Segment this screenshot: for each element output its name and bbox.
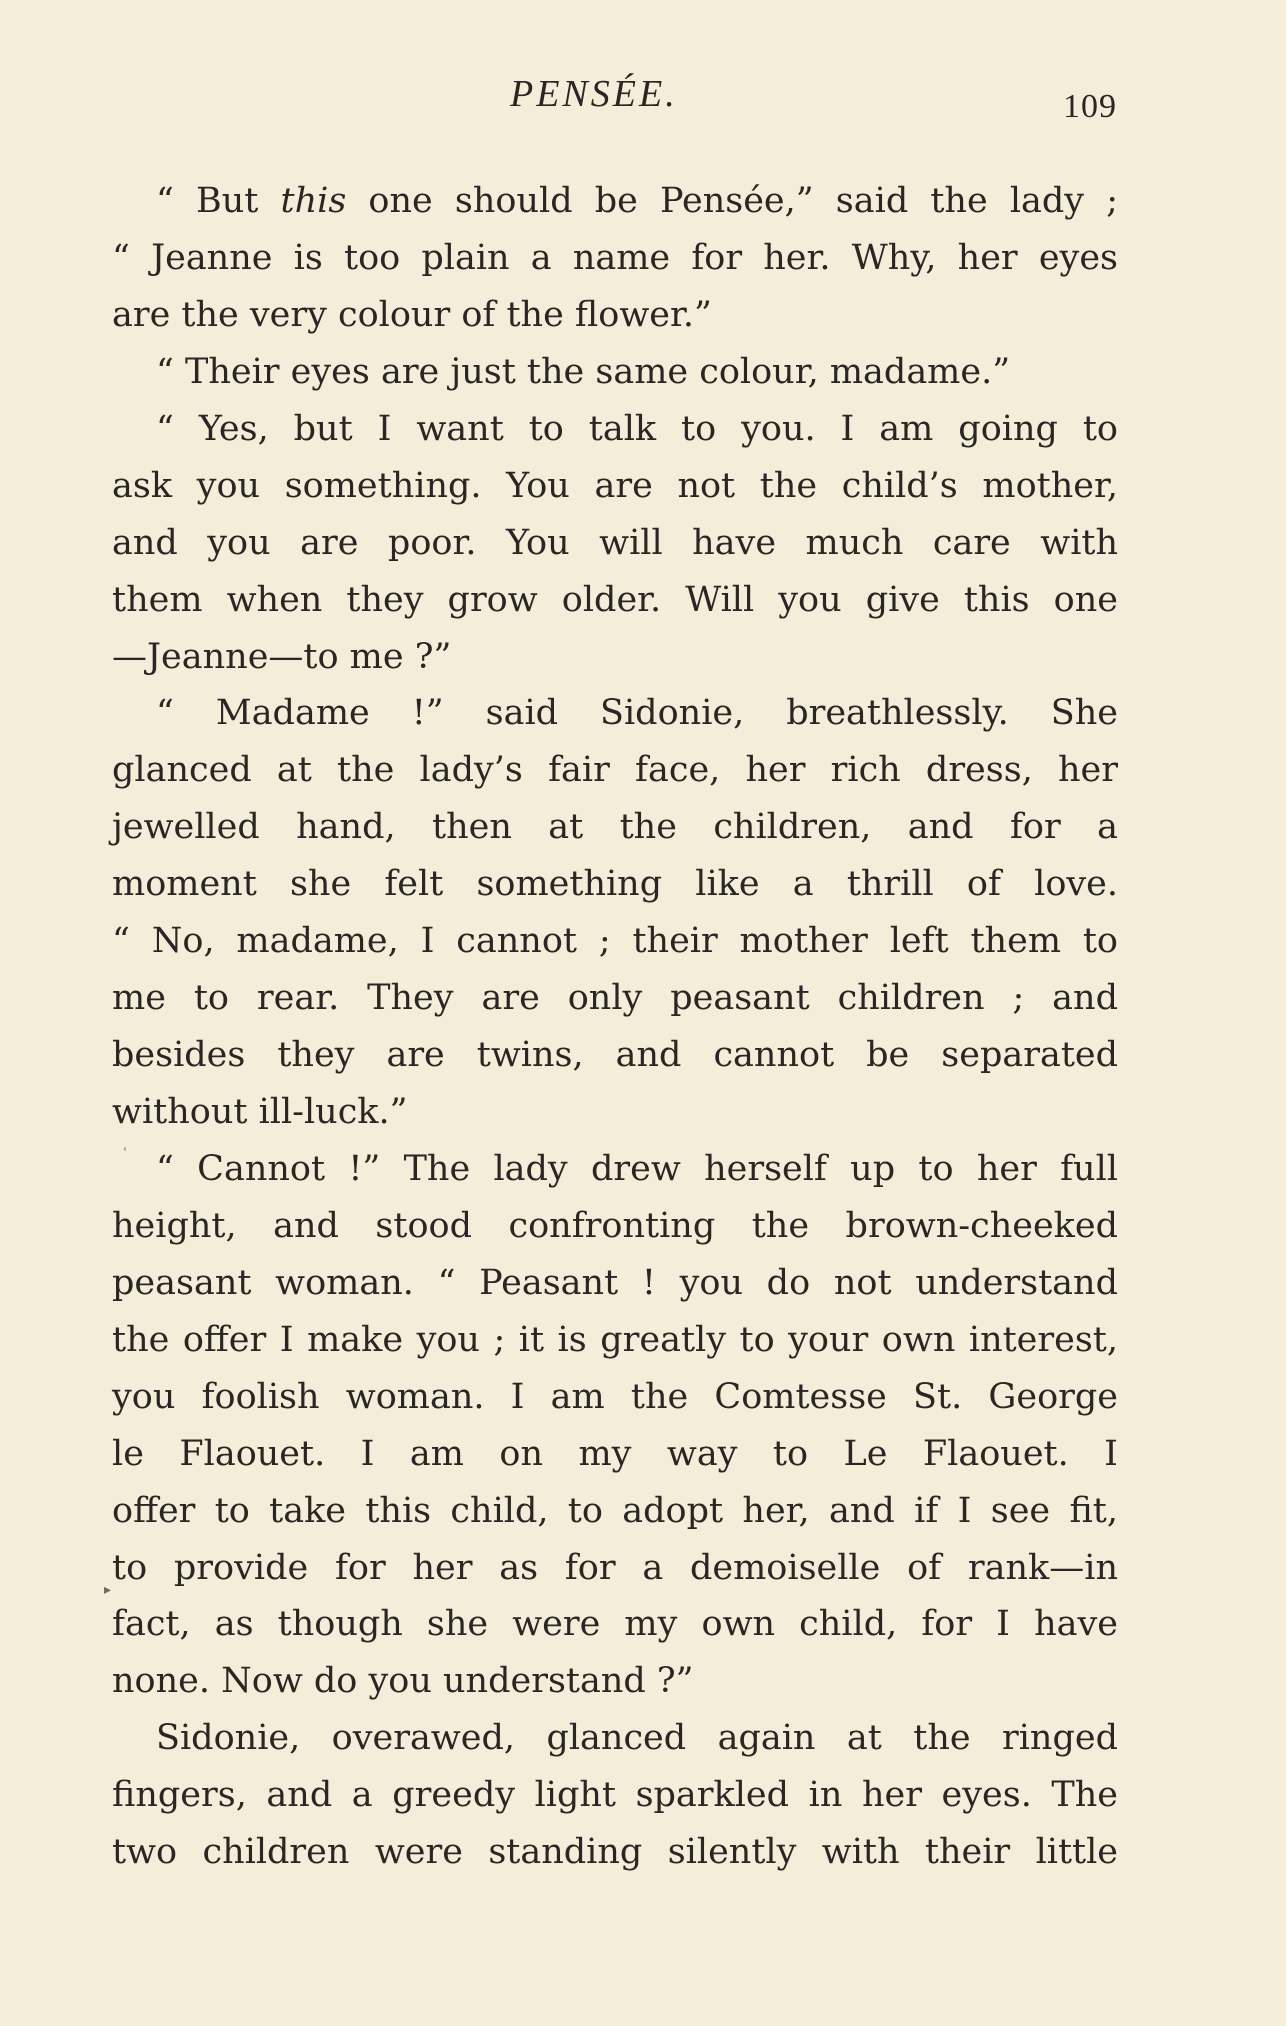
text-line-11: glanced at the lady’s fair face, her rich dress, her: [112, 750, 1118, 791]
text-line-8: them when they grow older. Will you give this one: [112, 579, 1118, 620]
running-title: PENSÉE.: [510, 73, 678, 115]
text-line-27: none. Now do you understand ?”: [112, 1661, 694, 1702]
text-line-16: besides they are twins, and cannot be separated: [112, 1035, 1118, 1076]
text-line-23: le Flaouet. I am on my way to Le Flaouet. I: [112, 1433, 1118, 1474]
text-line-15: me to rear. They are only peasant children ; and: [112, 978, 1118, 1019]
text-line-6: ask you something. You are not the child’s mother,: [112, 465, 1118, 506]
body-text: [112, 173, 1118, 1881]
text-line-14: “ No, madame, I cannot ; their mother left them to: [112, 921, 1118, 962]
text-line-18: “ Cannot !” The lady drew herself up to her full: [156, 1148, 1118, 1189]
text-line-7: and you are poor. You will have much care with: [112, 522, 1118, 563]
text-line-17: without ill-luck.”: [112, 1092, 408, 1132]
text-line-25: to provide for her as for a demoiselle of rank—in: [112, 1547, 1118, 1588]
text-line-22: you foolish woman. I am the Comtesse St. George: [112, 1376, 1118, 1417]
text-line-28: Sidonie, overawed, glanced again at the ringed: [156, 1718, 1118, 1759]
text-line-9: —Jeanne—to me ?”: [112, 636, 452, 677]
text-line-21: the offer I make you ; it is greatly to your own interest,: [112, 1319, 1118, 1360]
text-line-10: “ Madame !” said Sidonie, breathlessly. She: [156, 693, 1118, 734]
italic-emphasis: this: [280, 181, 347, 221]
text-line-26: fact, as though she were my own child, for I have: [112, 1604, 1118, 1645]
paper-speck: ˈ: [123, 1146, 127, 1162]
text-line-5: “ Yes, but I want to talk to you. I am going to: [156, 408, 1118, 449]
text-line-12: jewelled hand, then at the children, and for a: [112, 807, 1118, 848]
text-line-2: “ Jeanne is too plain a name for her. Why, her eyes: [112, 237, 1118, 278]
paper-speck: ▸: [104, 1582, 112, 1598]
text-line-24: offer to take this child, to adopt her, and if I see fit,: [112, 1490, 1118, 1531]
running-head: [0, 72, 1286, 132]
text-line-30: two children were standing silently with their little: [112, 1832, 1118, 1873]
page-number: 109: [1063, 88, 1117, 125]
text-line-29: fingers, and a greedy light sparkled in her eyes. The: [112, 1775, 1118, 1816]
text-line-19: height, and stood confronting the brown-cheeked: [112, 1205, 1118, 1246]
text-line-13: moment she felt something like a thrill of love.: [112, 864, 1118, 905]
text-line-4: “ Their eyes are just the same colour, madame.”: [156, 351, 1011, 392]
text-line-1: “ But this one should be Pensée,” said the lady ;: [156, 181, 1118, 221]
text-line-20: peasant woman. “ Peasant ! you do not understand: [112, 1262, 1118, 1303]
text-line-3: are the very colour of the flower.”: [112, 294, 712, 335]
